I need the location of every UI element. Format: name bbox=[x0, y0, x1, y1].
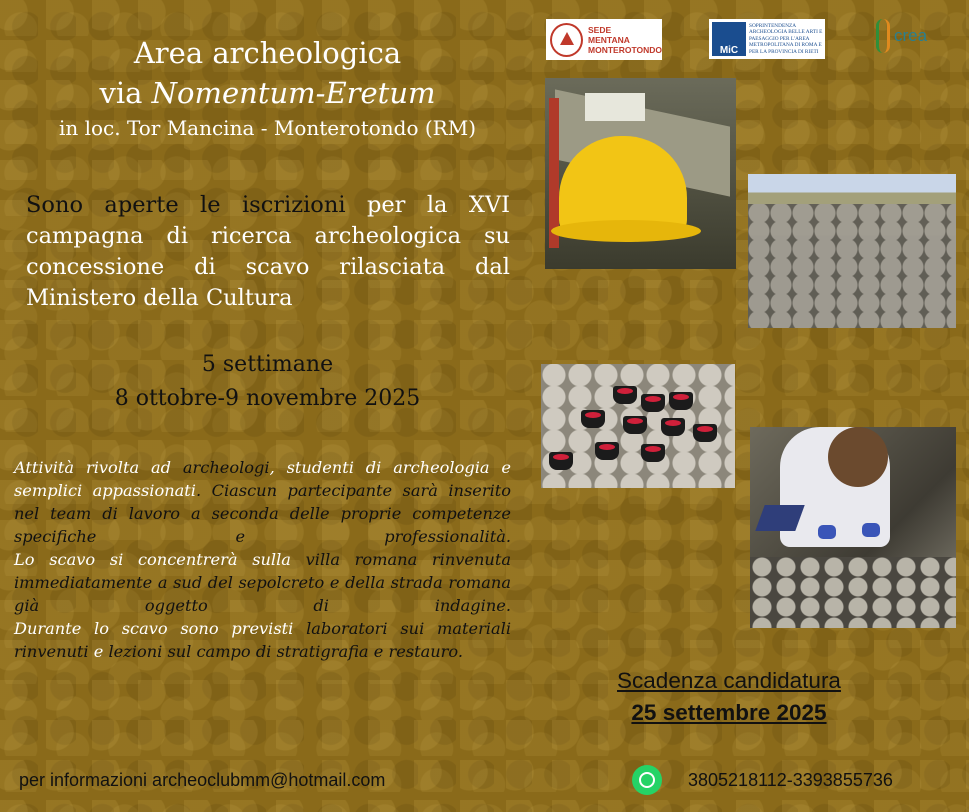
desc-text: Durante lo scavo sono previsti bbox=[14, 619, 307, 638]
location-line: in loc. Tor Mancina - Monterotondo (RM) bbox=[58, 116, 477, 140]
desc-highlight: archeologi bbox=[182, 458, 270, 477]
bucket bbox=[661, 418, 685, 436]
title-road-name: Nomentum-Eretum bbox=[151, 76, 436, 110]
paving-stones bbox=[748, 204, 956, 328]
excavator-hair bbox=[828, 427, 888, 487]
desc-text: e bbox=[88, 642, 109, 661]
bucket bbox=[613, 386, 637, 404]
excavation-photo bbox=[750, 427, 956, 628]
crea-wordmark: crea bbox=[894, 26, 928, 45]
date-range: 8 ottobre-9 novembre 2025 bbox=[114, 386, 421, 411]
mic-text: SOPRINTENDENZA ARCHEOLOGIA BELLE ARTI E PAESAGGIO PER L'AREA METROPOLITANA DI ROMA E PER LA PROVINCIA DI RIETI bbox=[749, 22, 823, 55]
announcement bbox=[26, 190, 510, 314]
desc-highlight: di stratigrafia e restauro. bbox=[250, 642, 464, 661]
buckets-photo bbox=[541, 364, 735, 488]
title-line1: Area archeologica bbox=[133, 36, 402, 70]
bucket bbox=[641, 444, 665, 462]
deadline-label: Scadenza candidatura bbox=[617, 668, 841, 693]
mic-logo bbox=[709, 19, 825, 59]
helmet-photo bbox=[545, 78, 736, 269]
duration: 5 settimane bbox=[201, 352, 334, 377]
contact-email[interactable]: per informazioni archeoclubmm@hotmail.com bbox=[19, 770, 386, 790]
glove bbox=[862, 523, 880, 537]
crea-logo bbox=[876, 16, 954, 56]
hard-hat-brim bbox=[551, 220, 701, 242]
bucket bbox=[669, 392, 693, 410]
archeoclub-line: SEDE bbox=[588, 24, 612, 35]
roman-road-photo bbox=[748, 174, 956, 328]
stone-layer bbox=[750, 557, 956, 628]
description-paragraph-2 bbox=[14, 548, 511, 617]
bucket bbox=[693, 424, 717, 442]
desc-text: Lo scavo si concentrerà sulla bbox=[14, 550, 306, 569]
desc-highlight: villa romana bbox=[305, 550, 418, 569]
desc-highlight: laboratori sui materiali rinvenuti bbox=[14, 619, 511, 661]
description-paragraph-3 bbox=[14, 617, 511, 663]
desc-highlight: lezioni sul campo bbox=[108, 642, 251, 661]
announcement-highlight: Sono aperte le iscrizioni bbox=[26, 192, 346, 218]
glove bbox=[818, 525, 836, 539]
mic-mark-icon: MiC bbox=[712, 22, 746, 56]
archeoclub-logo bbox=[546, 19, 662, 60]
archeoclub-text bbox=[588, 25, 662, 55]
phone-numbers[interactable]: 3805218112-3393855736 bbox=[688, 770, 893, 790]
bucket bbox=[623, 416, 647, 434]
archeoclub-line: MENTANA bbox=[588, 34, 630, 45]
whatsapp-icon bbox=[632, 765, 662, 795]
desc-highlight: rinvenuta immediatamente a sud del sepolcreto e della strada romana già oggetto di indagine. bbox=[14, 550, 512, 615]
desc-highlight: . Ciascun partecipante sarà inserito nel team di lavoro a seconda delle proprie competenze specifiche e professionalità. bbox=[14, 481, 511, 546]
bucket bbox=[549, 452, 573, 470]
desc-text: Attività rivolta ad bbox=[14, 458, 183, 477]
title-line2 bbox=[0, 76, 535, 110]
description-paragraph-1 bbox=[14, 456, 511, 548]
bucket bbox=[595, 442, 619, 460]
finds-crate bbox=[585, 93, 645, 121]
title-prefix: via bbox=[99, 76, 152, 110]
deadline-date: 25 settembre 2025 bbox=[631, 700, 827, 725]
bucket bbox=[641, 394, 665, 412]
bucket bbox=[581, 410, 605, 428]
description bbox=[14, 456, 511, 663]
archeoclub-line: MONTEROTONDO bbox=[588, 44, 662, 55]
archeoclub-emblem-icon bbox=[550, 23, 583, 57]
announcement-text: per la XVI campagna di ricerca archeologica su concessione di scavo rilasciata dal Ministero della Cultura bbox=[26, 192, 510, 311]
dna-helix-icon bbox=[876, 19, 890, 53]
desc-text: , studenti di archeologia e semplici appassionati bbox=[14, 458, 511, 500]
